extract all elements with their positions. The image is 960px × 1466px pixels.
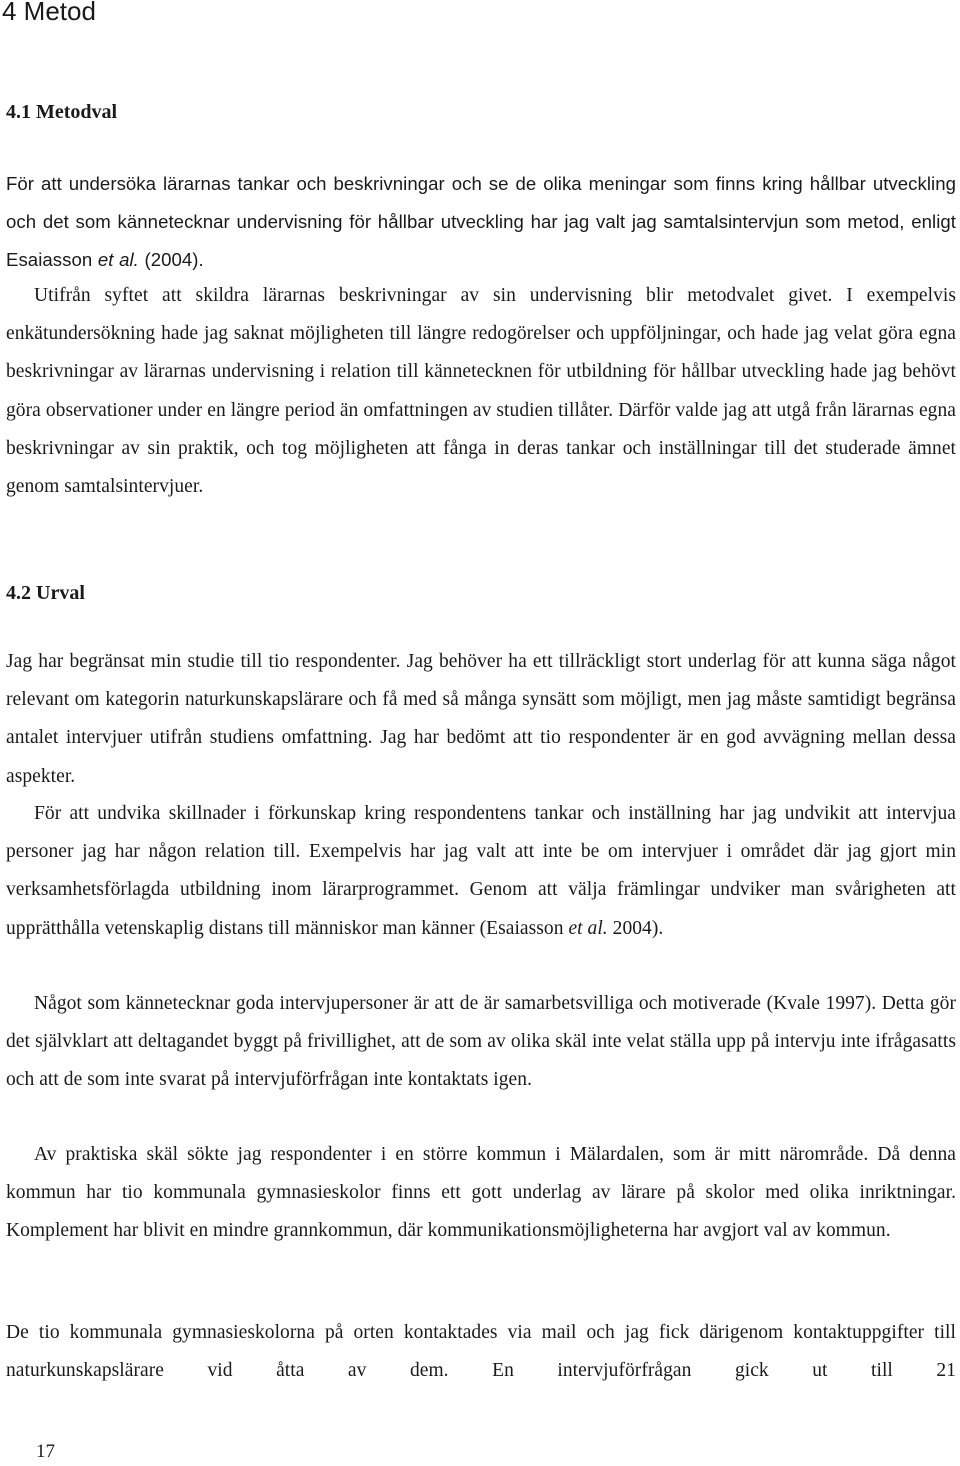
section-heading-metodval: 4.1 Metodval [6,101,118,123]
paragraph-text: Något som kännetecknar goda intervjupersoner är att de är samarbetsvilliga och motiverade (Kvale 1997). Detta gör det självklart att deltagandet byggt på frivillighet, att de som av olika skäl inte velat ställa upp på intervju inte ifrågasatts och att de som inte svarat på intervjuförfrågan inte kontaktats igen. [6,993,956,1091]
section-heading-urval: 4.2 Urval [6,582,85,604]
paragraph-text: Utifrån syftet att skildra lärarnas beskrivningar av sin undervisning blir metodvalet givet. I exempelvis enkätundersökning hade jag saknat möjligheten till längre redogörelser och uppföljningar, och hade jag velat göra egna beskrivningar av lärarnas undervisning i relation till kännetecknen för utbildning för hållbar utveckling hade jag behövt göra observationer under en längre period än omfattningen av studien tillåter. Därför valde jag att utgå från lärarnas egna beskrivningar av sin praktik, och tog möjligheten att fånga in deras tankar och inställningar till det studerade ämnet genom samtalsintervjuer. [6,285,956,498]
paragraph-urval-5: De tio kommunala gymnasieskolorna på orten kontaktades via mail och jag fick därigenom kontaktuppgifter till naturkunskapslärare vid åtta av dem. En intervjuförfrågan gick ut till 21 [6,1322,956,1382]
italic-citation: et al. [97,249,139,271]
paragraph-urval-2 [6,795,956,948]
page-number: 17 [36,1441,55,1462]
paragraph-urval-3 [6,985,956,1100]
paragraph-text: För att undvika skillnader i förkunskap kring respondentens tankar och inställning har jag undvikit att intervjua personer jag har någon relation till. Exempelvis har jag valt att inte be om intervjuer i området där jag gjort min verksamhetsförlagda utbildning inom lärarprogrammet. Genom att välja främlingar undviker man svårigheten att upprätthålla vetenskaplig distans till människor man känner (Esaiasson [6,803,956,939]
chapter-heading: 4 Metod [2,0,96,26]
paragraph-metodval-intro [6,165,956,280]
paragraph-urval-4 [6,1136,956,1251]
paragraph-metodval-body [6,277,956,506]
paragraph-urval-1: Jag har begränsat min studie till tio respondenter. Jag behöver ha ett tillräckligt stort underlag för att kunna säga något relevant om kategorin naturkunskapslärare och få med så många synsätt som möjligt, men jag måste samtidigt begränsa antalet intervjuer utifrån studiens omfattning. Jag har bedömt att tio respondenter är en god avvägning mellan dessa aspekter. [6,651,956,787]
italic-citation: et al. [568,917,608,939]
paragraph-text: 2004). [607,917,664,939]
paragraph-text: För att undersöka lärarnas tankar och beskrivningar och se de olika meningar som finns kring hållbar utveckling och det som kännetecknar undervisning för hållbar utveckling har jag valt jag samtalsintervjun som metod, enligt Esaiasson [6,173,956,271]
paragraph-text: (2004). [138,249,204,271]
paragraph-text: Av praktiska skäl sökte jag respondenter i en större kommun i Mälardalen, som är mitt närområde. Då denna kommun har tio kommunala gymnasieskolor finns ett gott underlag av lärare på skolor med olika inriktningar. Komplement har blivit en mindre grannkommun, där kommunikationsmöjligheterna har avgjort val av kommun. [6,1144,956,1242]
